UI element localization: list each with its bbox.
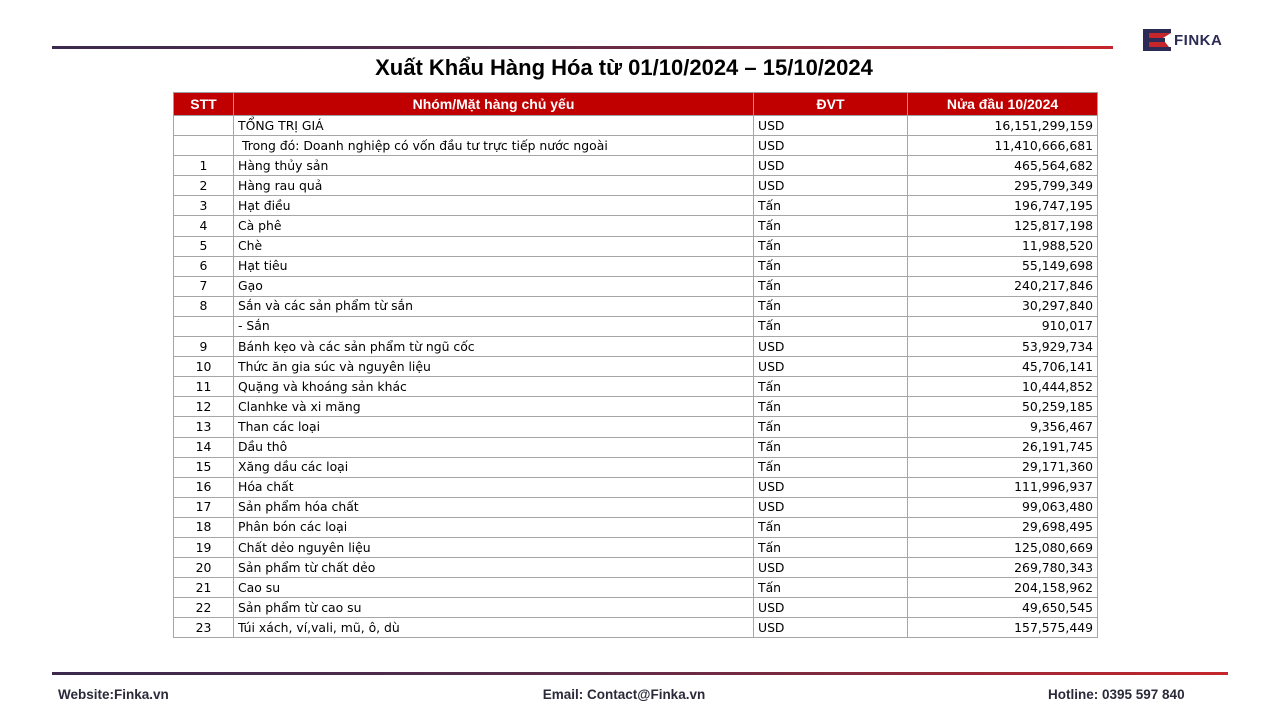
cell-unit: USD — [754, 337, 908, 357]
cell-unit: Tấn — [754, 397, 908, 417]
header-divider — [52, 46, 1113, 49]
cell-stt: 6 — [174, 256, 234, 276]
cell-stt: 7 — [174, 276, 234, 296]
table-row — [174, 357, 1098, 377]
cell-value: 55,149,698 — [908, 256, 1098, 276]
table-row — [174, 377, 1098, 397]
cell-name: Gạo — [234, 276, 754, 296]
cell-unit: USD — [754, 477, 908, 497]
cell-value: 910,017 — [908, 316, 1098, 336]
cell-name: Clanhke và xi măng — [234, 397, 754, 417]
export-table — [173, 92, 1098, 638]
cell-stt: 1 — [174, 156, 234, 176]
cell-unit: Tấn — [754, 578, 908, 598]
cell-value: 295,799,349 — [908, 176, 1098, 196]
cell-name: Hàng rau quả — [234, 176, 754, 196]
column-header-value: Nửa đầu 10/2024 — [908, 93, 1098, 116]
brand-logo — [1143, 29, 1222, 51]
table-row — [174, 417, 1098, 437]
cell-value: 196,747,195 — [908, 196, 1098, 216]
table-row — [174, 517, 1098, 537]
cell-value: 50,259,185 — [908, 397, 1098, 417]
cell-value: 465,564,682 — [908, 156, 1098, 176]
cell-value: 53,929,734 — [908, 337, 1098, 357]
cell-unit: USD — [754, 156, 908, 176]
table-row — [174, 397, 1098, 417]
cell-name: Dầu thô — [234, 437, 754, 457]
cell-stt: 10 — [174, 357, 234, 377]
cell-stt: 23 — [174, 618, 234, 638]
cell-unit: Tấn — [754, 296, 908, 316]
cell-name: Xăng dầu các loại — [234, 457, 754, 477]
cell-name: Chất dẻo nguyên liệu — [234, 537, 754, 557]
cell-unit: USD — [754, 598, 908, 618]
cell-name: Sắn và các sản phẩm từ sắn — [234, 296, 754, 316]
table-row — [174, 618, 1098, 638]
cell-stt: 9 — [174, 337, 234, 357]
cell-name: Hàng thủy sản — [234, 156, 754, 176]
cell-name: Sản phẩm từ cao su — [234, 598, 754, 618]
cell-unit: Tấn — [754, 236, 908, 256]
cell-value: 9,356,467 — [908, 417, 1098, 437]
cell-value: 269,780,343 — [908, 558, 1098, 578]
cell-name: Hạt điều — [234, 196, 754, 216]
cell-name: Sản phẩm hóa chất — [234, 497, 754, 517]
page-title: Xuất Khẩu Hàng Hóa từ 01/10/2024 – 15/10/2024 — [375, 55, 873, 80]
cell-unit: Tấn — [754, 256, 908, 276]
cell-stt — [174, 116, 234, 136]
table-body — [174, 116, 1098, 638]
footer-email: Email: Contact@Finka.vn — [542, 687, 706, 702]
table-row — [174, 116, 1098, 136]
cell-stt: 11 — [174, 377, 234, 397]
table-row — [174, 256, 1098, 276]
cell-unit: Tấn — [754, 437, 908, 457]
cell-value: 45,706,141 — [908, 357, 1098, 377]
cell-stt: 2 — [174, 176, 234, 196]
cell-stt: 19 — [174, 537, 234, 557]
cell-value: 10,444,852 — [908, 377, 1098, 397]
table-row — [174, 296, 1098, 316]
cell-name: Trong đó: Doanh nghiệp có vốn đầu tư trực tiếp nước ngoài — [234, 136, 754, 156]
cell-unit: Tấn — [754, 316, 908, 336]
table-header-row — [174, 93, 1098, 116]
table-row — [174, 497, 1098, 517]
cell-stt: 5 — [174, 236, 234, 256]
cell-unit: USD — [754, 176, 908, 196]
cell-name: Chè — [234, 236, 754, 256]
cell-name: Phân bón các loại — [234, 517, 754, 537]
cell-name: Túi xách, ví,vali, mũ, ô, dù — [234, 618, 754, 638]
cell-unit: Tấn — [754, 276, 908, 296]
cell-unit: USD — [754, 558, 908, 578]
cell-value: 240,217,846 — [908, 276, 1098, 296]
cell-value: 11,988,520 — [908, 236, 1098, 256]
finka-logo-icon — [1143, 29, 1173, 51]
cell-stt: 15 — [174, 457, 234, 477]
cell-unit: Tấn — [754, 457, 908, 477]
cell-value: 49,650,545 — [908, 598, 1098, 618]
cell-stt — [174, 316, 234, 336]
cell-unit: Tấn — [754, 417, 908, 437]
cell-name: Hạt tiêu — [234, 256, 754, 276]
column-header-unit: ĐVT — [754, 93, 908, 116]
footer-website: Website:Finka.vn — [58, 687, 169, 702]
table-row — [174, 578, 1098, 598]
cell-stt: 18 — [174, 517, 234, 537]
cell-stt: 20 — [174, 558, 234, 578]
cell-unit: Tấn — [754, 196, 908, 216]
cell-stt: 14 — [174, 437, 234, 457]
cell-value: 204,158,962 — [908, 578, 1098, 598]
table-row — [174, 337, 1098, 357]
column-header-name: Nhóm/Mặt hàng chủ yếu — [234, 93, 754, 116]
cell-unit: USD — [754, 357, 908, 377]
cell-value: 99,063,480 — [908, 497, 1098, 517]
cell-name: - Sắn — [234, 316, 754, 336]
table-row — [174, 537, 1098, 557]
cell-unit: Tấn — [754, 216, 908, 236]
table-row — [174, 156, 1098, 176]
cell-name: Cà phê — [234, 216, 754, 236]
cell-name: Than các loại — [234, 417, 754, 437]
cell-value: 30,297,840 — [908, 296, 1098, 316]
cell-stt: 17 — [174, 497, 234, 517]
cell-stt: 3 — [174, 196, 234, 216]
table-row — [174, 316, 1098, 336]
table-row — [174, 598, 1098, 618]
cell-name: Quặng và khoáng sản khác — [234, 377, 754, 397]
cell-value: 157,575,449 — [908, 618, 1098, 638]
footer-hotline: Hotline: 0395 597 840 — [1048, 687, 1185, 702]
table-row — [174, 196, 1098, 216]
cell-name: Sản phẩm từ chất dẻo — [234, 558, 754, 578]
cell-stt: 22 — [174, 598, 234, 618]
cell-stt — [174, 136, 234, 156]
table-row — [174, 176, 1098, 196]
table-row — [174, 477, 1098, 497]
cell-stt: 12 — [174, 397, 234, 417]
cell-unit: USD — [754, 136, 908, 156]
cell-unit: Tấn — [754, 377, 908, 397]
column-header-stt: STT — [174, 93, 234, 116]
cell-value: 11,410,666,681 — [908, 136, 1098, 156]
cell-stt: 4 — [174, 216, 234, 236]
table-row — [174, 437, 1098, 457]
cell-value: 125,080,669 — [908, 537, 1098, 557]
cell-unit: USD — [754, 116, 908, 136]
cell-stt: 21 — [174, 578, 234, 598]
cell-value: 26,191,745 — [908, 437, 1098, 457]
cell-stt: 8 — [174, 296, 234, 316]
cell-unit: Tấn — [754, 517, 908, 537]
cell-value: 16,151,299,159 — [908, 116, 1098, 136]
table-row — [174, 216, 1098, 236]
cell-value: 125,817,198 — [908, 216, 1098, 236]
table-row — [174, 276, 1098, 296]
footer-divider — [52, 672, 1228, 675]
cell-name: TỔNG TRỊ GIÁ — [234, 116, 754, 136]
table-row — [174, 136, 1098, 156]
cell-value: 29,171,360 — [908, 457, 1098, 477]
table-row — [174, 457, 1098, 477]
cell-name: Thức ăn gia súc và nguyên liệu — [234, 357, 754, 377]
cell-unit: USD — [754, 497, 908, 517]
cell-name: Hóa chất — [234, 477, 754, 497]
cell-unit: USD — [754, 618, 908, 638]
cell-stt: 13 — [174, 417, 234, 437]
cell-name: Bánh kẹo và các sản phẩm từ ngũ cốc — [234, 337, 754, 357]
cell-name: Cao su — [234, 578, 754, 598]
cell-value: 29,698,495 — [908, 517, 1098, 537]
cell-unit: Tấn — [754, 537, 908, 557]
table-row — [174, 558, 1098, 578]
cell-value: 111,996,937 — [908, 477, 1098, 497]
cell-stt: 16 — [174, 477, 234, 497]
brand-name: FINKA — [1174, 31, 1223, 49]
table-row — [174, 236, 1098, 256]
